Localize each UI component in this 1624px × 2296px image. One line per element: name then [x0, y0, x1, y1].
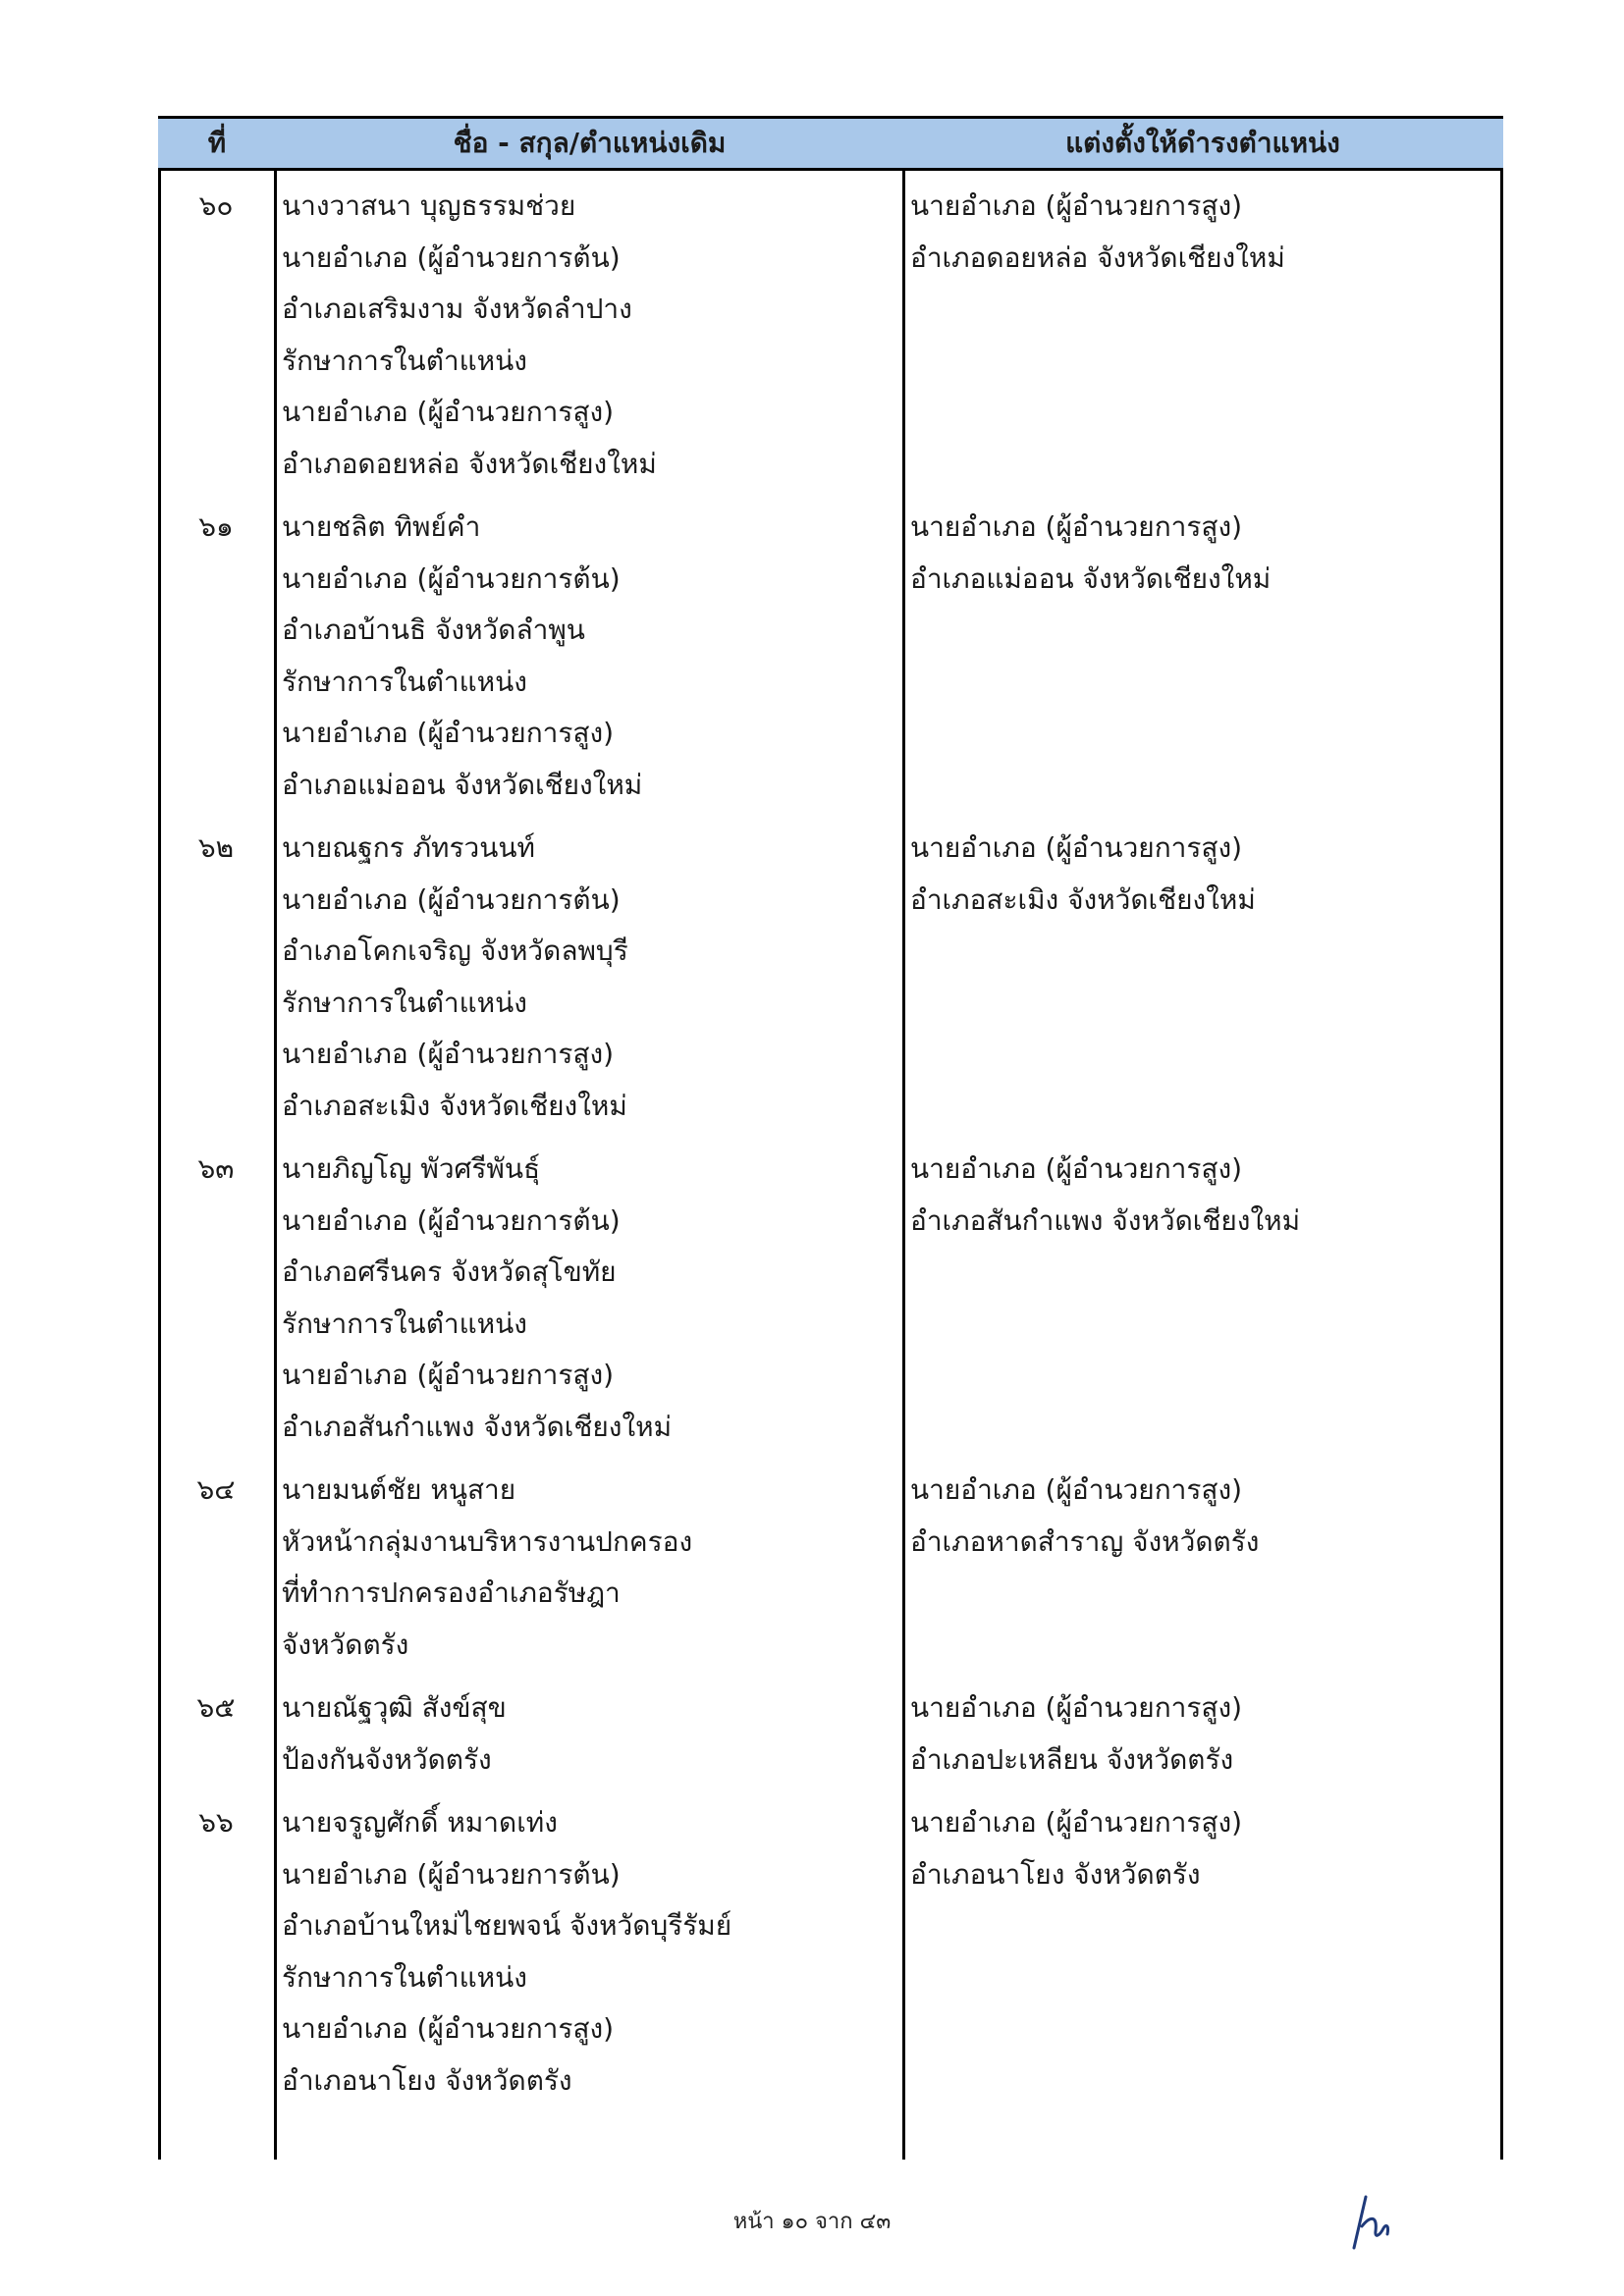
old-position-line: อำเภอศรีนคร จังหวัดสุโขทัย — [282, 1255, 617, 1288]
old-position-line: อำเภอดอยหล่อ จังหวัดเชียงใหม่ — [282, 447, 657, 480]
new-position-cell — [910, 1144, 1489, 1247]
old-position-cell — [282, 1465, 891, 1671]
new-position-line: นายอำเภอ (ผู้อำนวยการสูง) — [910, 1152, 1243, 1185]
row-number: ๖๖ — [198, 1806, 234, 1839]
appointment-table — [158, 116, 1503, 2160]
old-position-line: อำเภอนาโยง จังหวัดตรัง — [282, 2063, 572, 2097]
new-position-cell — [910, 1465, 1489, 1568]
old-position-line: นายภิญโญ พัวศรีพันธุ์ — [282, 1152, 541, 1185]
old-position-cell — [282, 1144, 891, 1453]
new-position-cell — [910, 1797, 1489, 1900]
table-row — [158, 1682, 1503, 1786]
new-position-line: อำเภอนาโยง จังหวัดตรัง — [910, 1857, 1201, 1891]
old-position-line: อำเภอสะเมิง จังหวัดเชียงใหม่ — [282, 1089, 627, 1122]
page-number: หน้า ๑๐ จาก ๔๓ — [732, 2210, 892, 2234]
row-number: ๖๑ — [198, 510, 234, 543]
old-position-line: นายอำเภอ (ผู้อำนวยการต้น) — [282, 240, 621, 274]
table-header — [158, 116, 1503, 171]
new-position-line: อำเภอแม่ออน จังหวัดเชียงใหม่ — [910, 561, 1272, 595]
row-number: ๖๕ — [196, 1691, 236, 1724]
old-position-line: นายอำเภอ (ผู้อำนวยการต้น) — [282, 1857, 621, 1891]
old-position-line: นายชลิต ทิพย์คำ — [282, 510, 481, 543]
old-position-line: หัวหน้ากลุ่มงานบริหารงานปกครอง — [282, 1524, 693, 1558]
new-position-line: อำเภอสันกำแพง จังหวัดเชียงใหม่ — [910, 1203, 1301, 1237]
old-position-line: นายอำเภอ (ผู้อำนวยการต้น) — [282, 1203, 621, 1237]
old-position-line: นายอำเภอ (ผู้อำนวยการต้น) — [282, 561, 621, 595]
table-row — [158, 181, 1503, 490]
old-position-line: รักษาการในตำแหน่ง — [282, 665, 527, 698]
table-row — [158, 1465, 1503, 1671]
old-position-cell — [282, 823, 891, 1132]
new-position-line: นายอำเภอ (ผู้อำนวยการสูง) — [910, 189, 1243, 222]
new-position-line: นายอำเภอ (ผู้อำนวยการสูง) — [910, 1806, 1243, 1839]
new-position-line: นายอำเภอ (ผู้อำนวยการสูง) — [910, 831, 1243, 864]
old-position-line: อำเภอบ้านธิ จังหวัดลำพูน — [282, 614, 585, 646]
table-row — [158, 1797, 1503, 2107]
old-position-line: อำเภอสันกำแพง จังหวัดเชียงใหม่ — [282, 1410, 673, 1443]
old-position-line: อำเภอโคกเจริญ จังหวัดลพบุรี — [282, 934, 628, 967]
old-position-line: อำเภอเสริมงาม จังหวัดลำปาง — [282, 293, 632, 325]
new-position-cell — [910, 502, 1489, 605]
old-position-line: นางวาสนา บุญธรรมช่วย — [282, 189, 576, 222]
old-position-line: จังหวัดตรัง — [282, 1628, 409, 1661]
old-position-line: ที่ทำการปกครองอำเภอรัษฎา — [282, 1576, 621, 1609]
old-position-cell — [282, 1797, 891, 2107]
row-number: ๖๐ — [198, 189, 234, 222]
old-position-line: นายณฐกร ภัทรวนนท์ — [282, 831, 536, 864]
new-position-cell — [910, 1682, 1489, 1786]
old-position-line: อำเภอบ้านใหม่ไชยพจน์ จังหวัดบุรีรัมย์ — [282, 1909, 732, 1942]
header-old-position: ชื่อ - สกุล/ตำแหน่งเดิม — [453, 127, 727, 159]
new-position-line: นายอำเภอ (ผู้อำนวยการสูง) — [910, 510, 1243, 543]
old-position-line: นายอำเภอ (ผู้อำนวยการสูง) — [282, 2012, 615, 2045]
new-position-line: อำเภอปะเหลียน จังหวัดตรัง — [910, 1742, 1234, 1776]
table-row — [158, 1144, 1503, 1453]
old-position-line: รักษาการในตำแหน่ง — [282, 986, 527, 1019]
old-position-line: รักษาการในตำแหน่ง — [282, 1960, 527, 1994]
old-position-cell — [282, 1682, 891, 1786]
new-position-cell — [910, 181, 1489, 284]
row-number: ๖๒ — [197, 831, 235, 864]
old-position-line: นายณัฐวุฒิ สังข์สุข — [282, 1691, 507, 1724]
old-position-line: ป้องกันจังหวัดตรัง — [282, 1742, 492, 1776]
new-position-line: นายอำเภอ (ผู้อำนวยการสูง) — [910, 1691, 1243, 1724]
row-number: ๖๔ — [196, 1473, 236, 1506]
new-position-line: อำเภอหาดสำราญ จังหวัดตรัง — [910, 1524, 1260, 1558]
header-new-position: แต่งตั้งให้ดำรงตำแหน่ง — [1065, 127, 1340, 159]
new-position-line: อำเภอสะเมิง จังหวัดเชียงใหม่ — [910, 882, 1256, 916]
old-position-line: นายจรูญศักดิ์ หมาดเท่ง — [282, 1806, 558, 1839]
old-position-line: นายอำเภอ (ผู้อำนวยการสูง) — [282, 1038, 615, 1070]
table-body — [158, 181, 1503, 2118]
old-position-cell — [282, 181, 891, 490]
old-position-cell — [282, 502, 891, 811]
old-position-line: นายมนต์ชัย หนูสาย — [282, 1473, 516, 1506]
old-position-line: นายอำเภอ (ผู้อำนวยการต้น) — [282, 882, 621, 916]
row-number: ๖๓ — [197, 1152, 235, 1185]
new-position-line: นายอำเภอ (ผู้อำนวยการสูง) — [910, 1473, 1243, 1506]
old-position-line: รักษาการในตำแหน่ง — [282, 344, 527, 377]
table-row — [158, 502, 1503, 811]
old-position-line: นายอำเภอ (ผู้อำนวยการสูง) — [282, 1359, 615, 1391]
old-position-line: นายอำเภอ (ผู้อำนวยการสูง) — [282, 396, 615, 428]
table-row — [158, 823, 1503, 1132]
new-position-line: อำเภอดอยหล่อ จังหวัดเชียงใหม่ — [910, 240, 1285, 274]
old-position-line: อำเภอแม่ออน จังหวัดเชียงใหม่ — [282, 768, 643, 801]
old-position-line: รักษาการในตำแหน่ง — [282, 1307, 527, 1340]
header-number: ที่ — [207, 127, 227, 159]
old-position-line: นายอำเภอ (ผู้อำนวยการสูง) — [282, 717, 615, 749]
new-position-cell — [910, 823, 1489, 926]
